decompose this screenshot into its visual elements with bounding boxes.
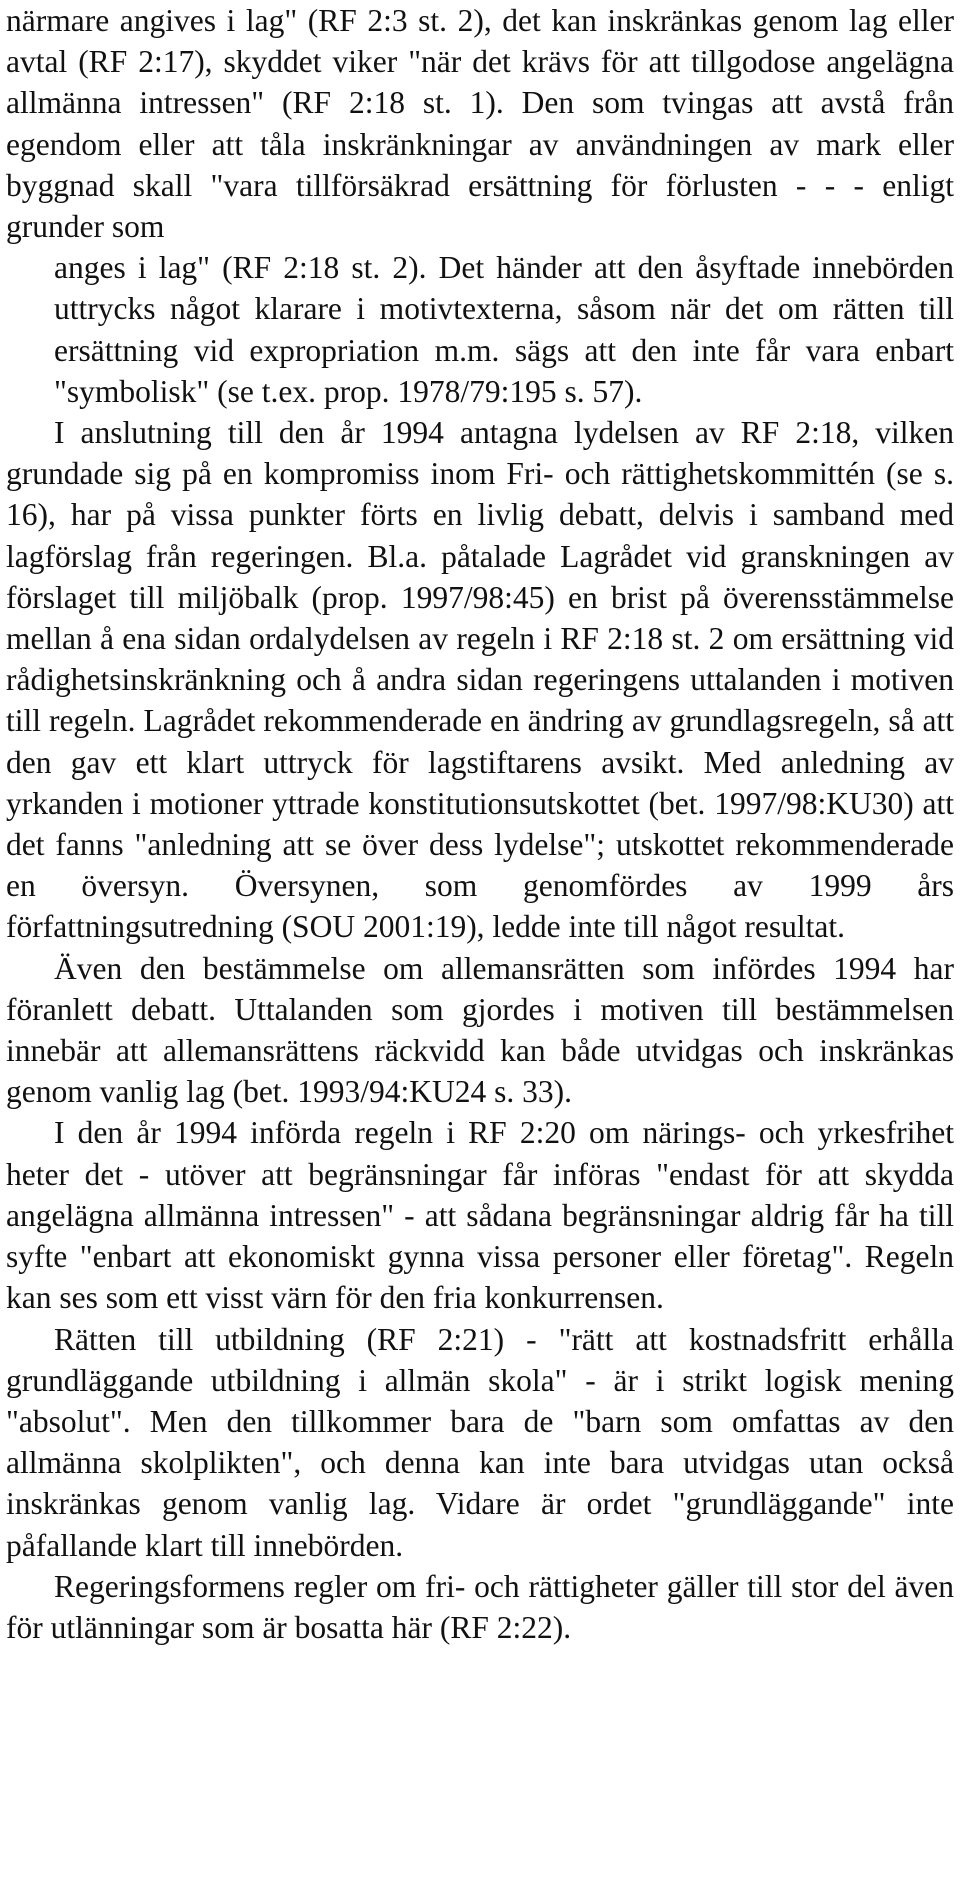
- paragraph-2: I anslutning till den år 1994 antagna lydelsen av RF 2:18, vilken grundade sig på en kompromiss inom Fri- och rättighetskommittén (se s. 16), har på vissa punkter förts en livlig debatt, delvis i samband med lagförslag från regeringen. Bl.a. påtalade Lagrådet vid granskningen av förslaget till miljöbalk (prop. 1997/98:45) en brist på överensstämmelse mellan å ena sidan ordalydelsen av regeln i RF 2:18 st. 2 om ersättning vid rådighetsinskränkning och å andra sidan regeringens uttalanden i motiven till regeln. Lagrådet rekommenderade en ändring av grundlagsregeln, så att den gav ett klart uttryck för lagstiftarens avsikt. Med anledning av yrkanden i motioner yttrade konstitutionsutskottet (bet. 1997/98:KU30) att det fanns "anledning att se över dess lydelse"; utskottet rekommenderade en översyn. Översynen, som genomfördes av 1999 års författningsutredning (SOU 2001:19), ledde inte till något resultat.: [6, 415, 954, 945]
- paragraph-1-text: närmare angives i lag" (RF 2:3 st. 2), det kan inskränkas genom lag eller avtal (RF 2:17), skyddet viker "när det krävs för att tillgodose angelägna allmänna intressen" (RF 2:18 st. 1). Den som tvingas att avstå från egendom eller att tåla inskränkningar av användningen av mark eller byggnad skall "vara tillförsäkrad ersättning för förlusten - - - enligt grunder som: [6, 3, 954, 245]
- paragraph-1-continuation: anges i lag" (RF 2:18 st. 2). Det händer att den åsyftade innebörden uttrycks något klarare i motivtexterna, såsom när det om rätten till ersättning vid expropriation m.m. sägs att den inte får vara enbart "symbolisk" (se t.ex. prop. 1978/79:195 s. 57).: [54, 250, 954, 409]
- document-page: [6, 0, 954, 1648]
- paragraph-3: Även den bestämmelse om allemansrätten som infördes 1994 har föranlett debatt. Uttalanden som gjordes i motiven till bestämmelsen innebär att allemansrättens räckvidd kan både utvidgas och inskränkas genom vanlig lag (bet. 1993/94:KU24 s. 33).: [6, 950, 954, 1110]
- paragraph-6: Regeringsformens regler om fri- och rättigheter gäller till stor del även för utlänningar som är bosatta här (RF 2:22).: [6, 1568, 954, 1645]
- paragraph-1: [6, 0, 954, 412]
- paragraph-4: I den år 1994 införda regeln i RF 2:20 om närings- och yrkesfrihet heter det - utöver att begränsningar får införas "endast för att skydda angelägna allmänna intressen" - att sådana begränsningar aldrig får ha till syfte "enbart att ekonomiskt gynna vissa personer eller företag". Regeln kan ses som ett visst värn för den fria konkurrensen.: [6, 1115, 954, 1316]
- paragraph-5: Rätten till utbildning (RF 2:21) - "rätt att kostnadsfritt erhålla grundläggande utbildning i allmän skola" - är i strikt logisk mening "absolut". Men den tillkommer bara de "barn som omfattas av den allmänna skolplikten", och denna kan inte bara utvidgas utan också inskränkas genom vanlig lag. Vidare är ordet "grundläggande" inte påfallande klart till innebörden.: [6, 1321, 954, 1563]
